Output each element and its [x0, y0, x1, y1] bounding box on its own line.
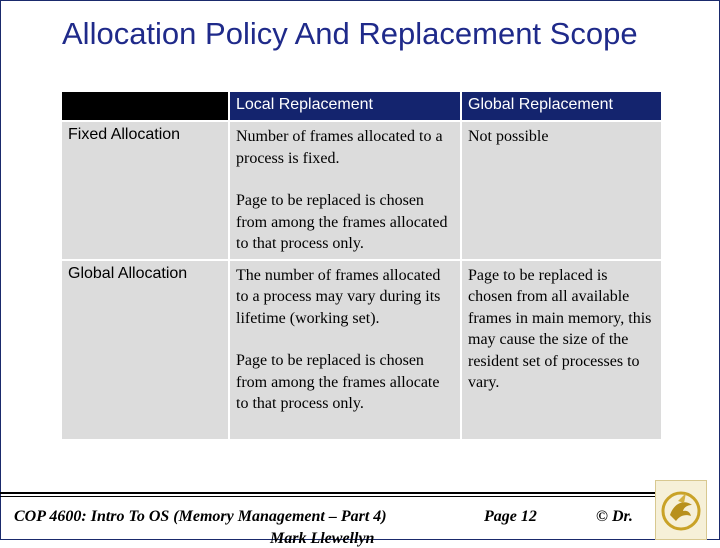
university-logo-icon: [655, 480, 707, 540]
footer-course-title: COP 4600: Intro To OS (Memory Management – Part 4): [14, 508, 387, 525]
paragraph-gap: [236, 329, 454, 350]
cell-global-local: [229, 260, 461, 440]
pegasus-logo-icon: [656, 481, 706, 539]
paragraph-gap: [236, 169, 454, 190]
header-global-replacement: Global Replacement: [461, 91, 662, 121]
cell-text: Number of frames allocated to a process is fixed.: [236, 128, 443, 167]
footer-copyright: © Dr.: [596, 508, 633, 525]
policy-table: [60, 90, 663, 441]
cell-text: Page to be replaced is chosen from among the frames allocate to that process only.: [236, 352, 440, 412]
header-corner-cell: [61, 91, 229, 121]
cell-fixed-global: Not possible: [461, 121, 662, 260]
cell-fixed-local: [229, 121, 461, 260]
table-header-row: [61, 91, 662, 121]
header-local-replacement: Local Replacement: [229, 91, 461, 121]
footer-rule: [0, 492, 655, 494]
cell-text: Page to be replaced is chosen from among the frames allocated to that process only.: [236, 192, 448, 252]
table-row: [61, 260, 662, 440]
footer-page-number: Page 12: [484, 508, 537, 525]
cell-text: The number of frames allocated to a process may vary during its lifetime (working set).: [236, 266, 441, 327]
row-label-global-allocation: Global Allocation: [61, 260, 229, 440]
table-row: [61, 121, 662, 260]
row-label-fixed-allocation: Fixed Allocation: [61, 121, 229, 260]
footer-author: Mark Llewellyn: [270, 530, 375, 547]
slide-title: Allocation Policy And Replacement Scope: [62, 16, 638, 51]
footer-rule-thin: [0, 496, 655, 497]
cell-global-global: Page to be replaced is chosen from all available frames in main memory, this may cause the size of the resident set of processes to vary.: [461, 260, 662, 440]
